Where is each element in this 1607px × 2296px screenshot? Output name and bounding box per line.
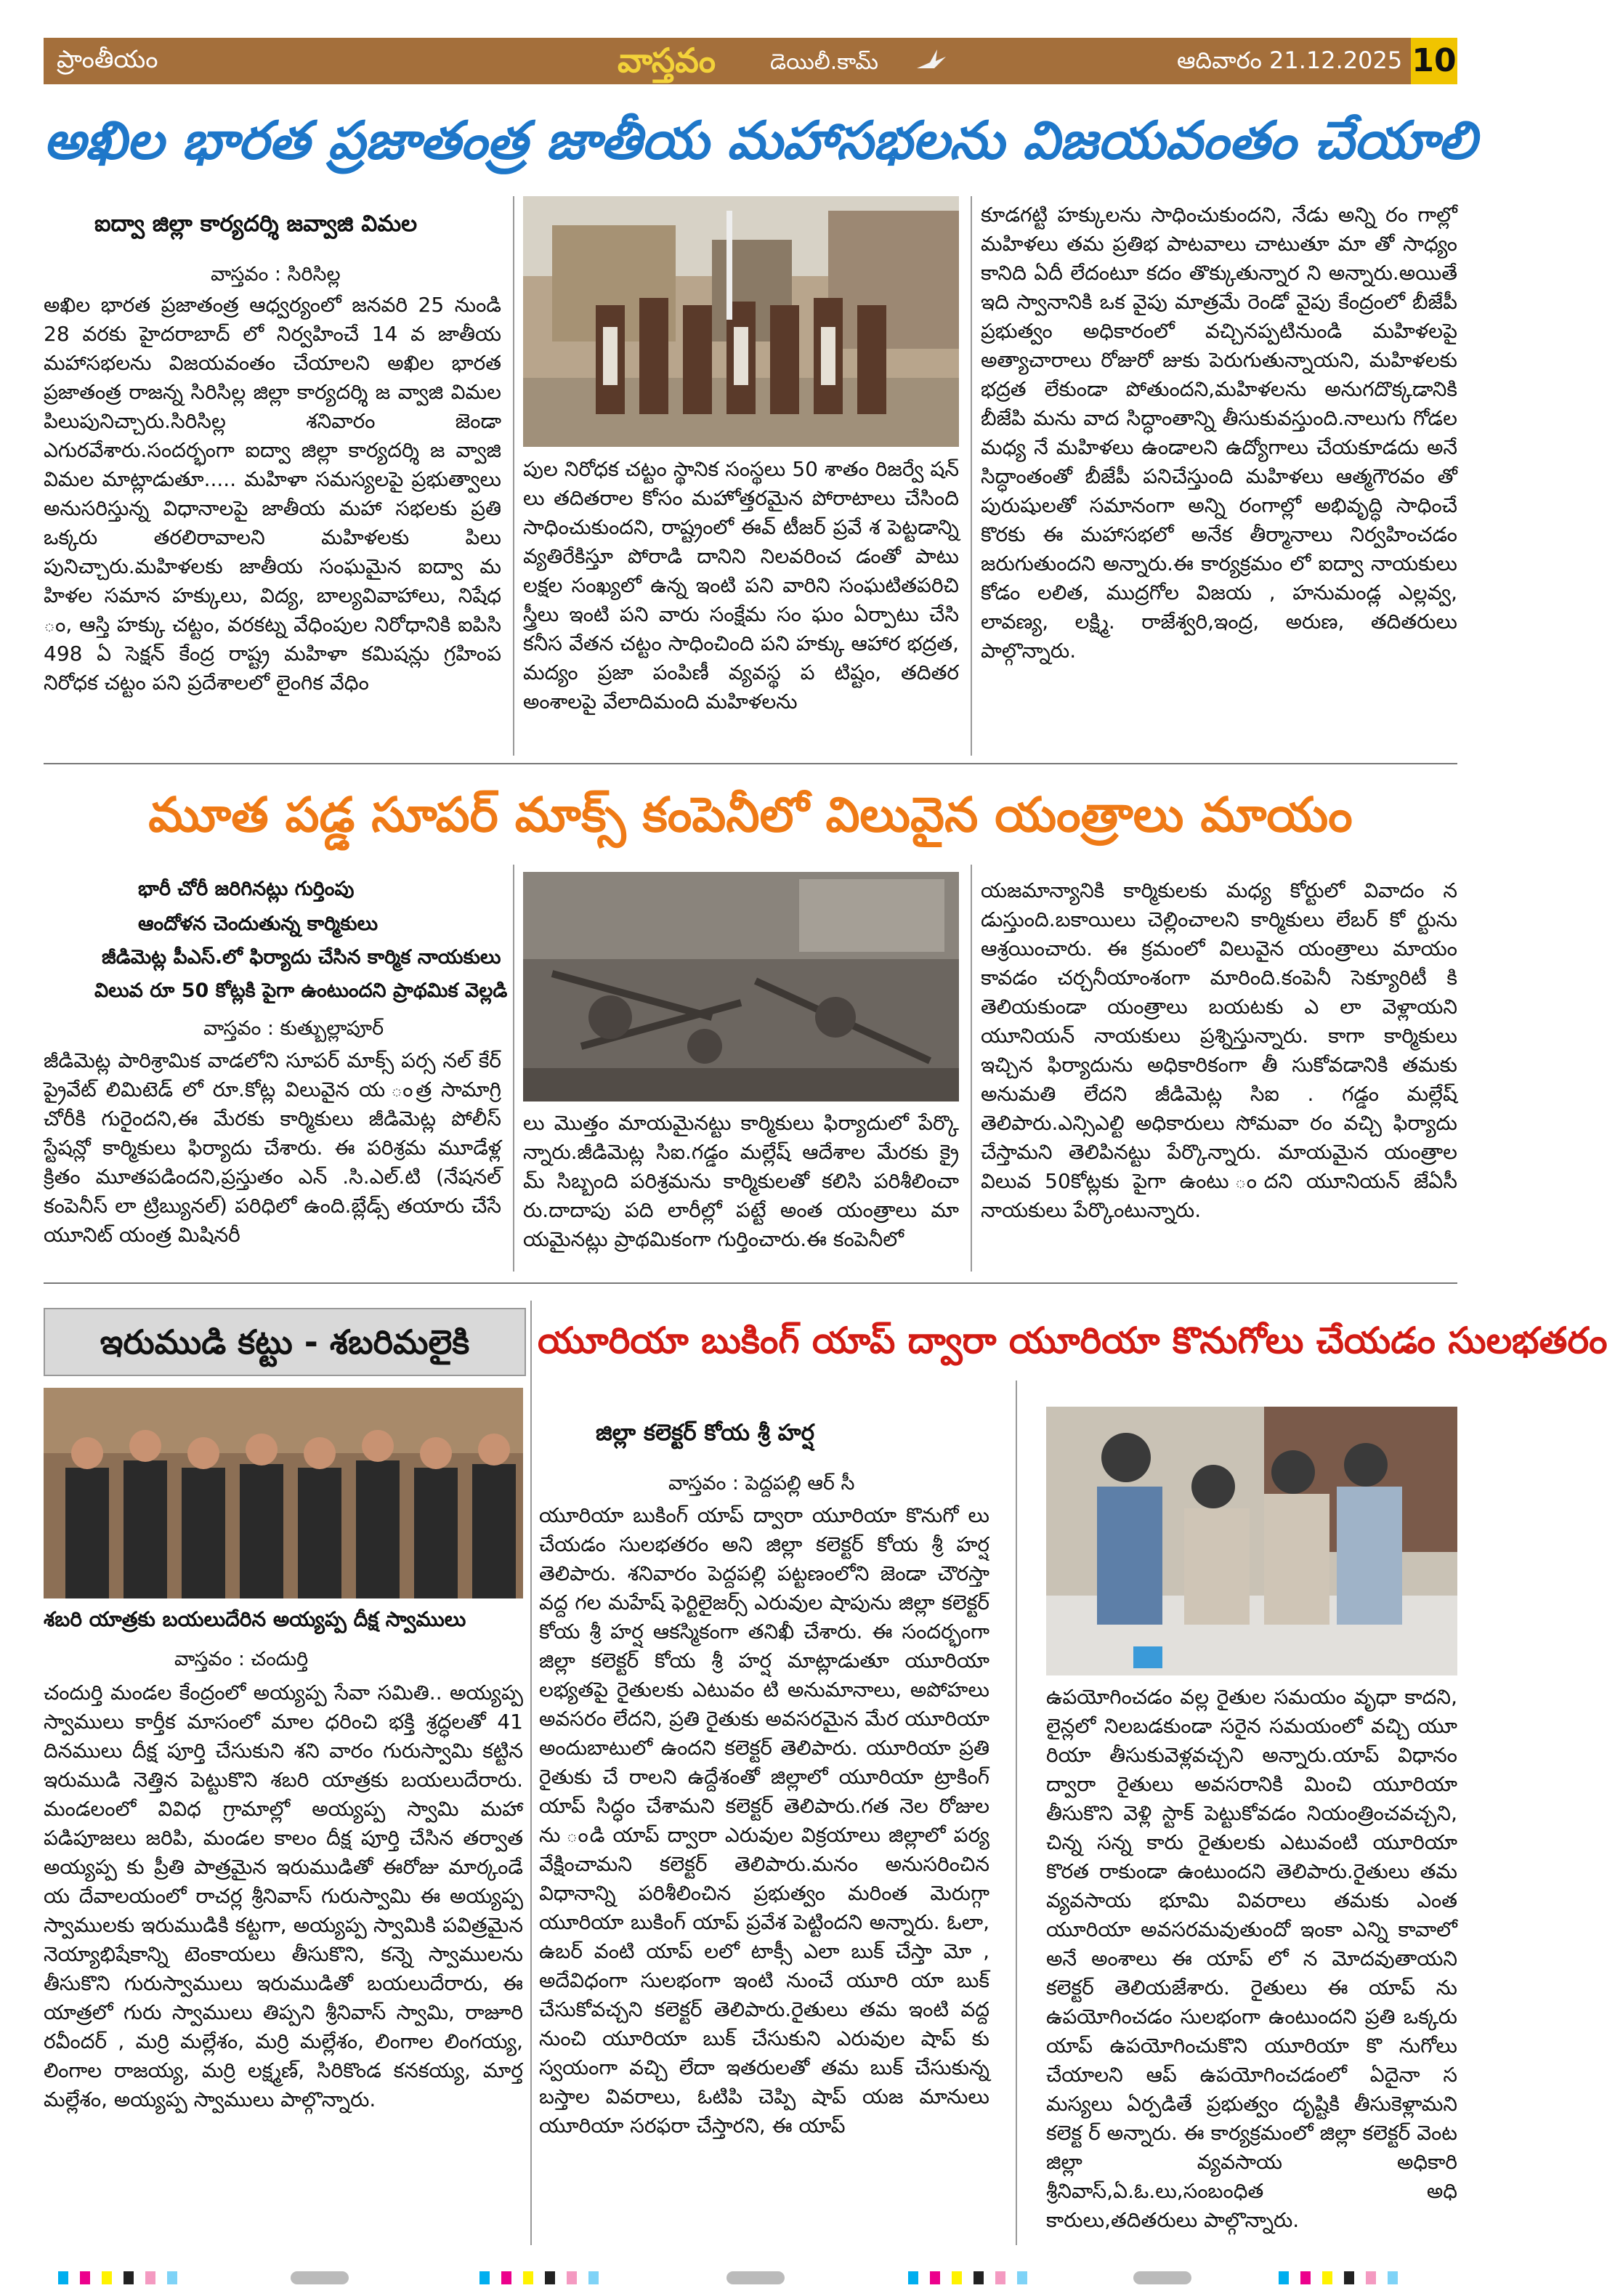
story2-headline: మూత పడ్డ సూపర్ మాక్స్ కంపెనీలో విలువైన యంత్రాలు మాయం [148, 787, 1353, 843]
column-divider [1016, 1381, 1017, 2245]
page-header [44, 38, 1457, 84]
story4-column-1: యూరియా బుకింగ్ యాప్ ద్వారా యూరియా కొనుగో లు చేయడం సులభతరం అని జిల్లా కలెక్టర్ కోయ శ్రీ హర్ష తెలిపారు. శనివారం పెద్దపల్లి పట్టణంలోని జెండా చౌరస్తా వద్ద గల మహేష్ ఫెర్టిలైజర్స్ ఎరువుల షాపును జిల్లా కలెక్టర్ కోయ శ్రీ హర్ష ఆకస్మికంగా తనిఖీ చేశారు. ఈ సందర్భంగా జిల్లా కలెక్టర్ కోయ శ్రీ హర్ష మాట్లాడుతూ యూరియా లభ్యతపై రైతులకు ఎటువం టి అనుమానాలు, అపోహలు అవసరం లేదని, ప్రతి రైతుకు అవసరమైన మేర యూరియా అందుబాటులో ఉందని కలెక్టర్ తెలిపారు. యూరియా ప్రతి రైతుకు చే రాలని ఉద్దేశంతో జిల్లాలో యూరియా ట్రాకింగ్ యాప్ సిద్ధం చేశామని కలెక్టర్ తెలిపారు.గత నెల రోజుల ను ండి యాప్ ద్వారా ఎరువుల విక్రయాలు జిల్లాలో పర్య వేక్షించామని కలెక్టర్ తెలిపారు.మనం అనుసరించిన విధానాన్ని పరిశీలించిన ప్రభుత్వం మరింత మెరుగ్గా యూరియా బుకింగ్ యాప్ ప్రవేశ పెట్టిందని అన్నారు. ఓలా, ఉబర్ వంటి యాప్ లలో టాక్సీ ఎలా బుక్ చేస్తా మో , అదేవిధంగా సులభంగా ఇంటి నుంచే యూరి యా బుక్ చేసుకోవచ్చని కలెక్టర్ తెలిపారు.రైతులు తమ ఇంటి వద్ద నుంచి యూరియా బుక్ చేసుకుని ఎరువుల షాప్ కు స్వయంగా వచ్చి లేదా ఇతరులతో తమ బుక్ చేసుకున్న బస్తాల వివరాలు, ఓటిపి చెప్పి షాప్ యజ మానులు యూరియా సరఫరా చేస్తారని, ఈ యాప్ [539, 1503, 989, 2138]
story3-headline: ఇరుముడి కట్టు - శబరిమలైకి [100, 1322, 470, 1362]
story4-headline: యూరియా బుకింగ్ యాప్ ద్వారా యూరియా కొనుగోలు చేయడం సులభతరం [538, 1319, 1607, 1362]
story1-column-1: అఖిల భారత ప్రజాతంత్ర ఆధ్వర్యంలో జనవరి 25 నుండి 28 వరకు హైదరాబాద్ లో నిర్వహించే 14 వ జాతీయ మహాసభలను విజయవంతం చేయాలని అఖిల భారత ప్రజాతంత్ర రాజన్న సిరిసిల్ల జిల్లా కార్యదర్శి జ వ్వాజి విమల పిలుపునిచ్చారు.సిరిసిల్ల శనివారం జెండా ఎగురవేశారు.సందర్భంగా ఐద్వా జిల్లా కార్యదర్శి జ వ్వాజి విమల మాట్లాడుతూ..... మహిళా సమస్యలపై ప్రభుత్వాలు అనుసరిస్తున్న విధానాలపై జాతీయ మహా సభలకు ప్రతి ఒక్కరు తరలిరావాలని మహిళలకు పిలు పునిచ్చారు.మహిళలకు జాతీయ సంఘమైన ఐద్వా మ హిళల సమాన హక్కులు, విద్య, బాల్యవివాహాలు, నిషేధ ం, ఆస్తి హక్కు చట్టం, వరకట్న వేధింపుల నిరోధానికి ఐపిసి 498 ఏ సెక్షన్ కేంద్ర రాష్ట్ర మహిళా కమిషన్లు గ్రహింప నిరోధక చట్టం పని ప్రదేశాలలో లైంగిక వేధిం [44, 293, 501, 695]
story2-subhead-3: జీడిమెట్ల పీఎస్.లో ఫిర్యాదు చేసిన కార్మిక నాయకులు [102, 946, 501, 969]
story4-column-2: ఉపయోగించడం వల్ల రైతుల సమయం వృధా కాదని, లైన్లలో నిలబడకుండా సరైన సమయంలో వచ్చి యూ రియా తీసుకువెళ్లవచ్చని అన్నారు.యాప్ విధానం ద్వారా రైతులు అవసరానికి మించి యూరియా తీసుకొని వెళ్లి స్టాక్ పెట్టుకోవడం నియంత్రించవచ్చని, చిన్న సన్న కారు రైతులకు ఎటువంటి యూరియా కొరత రాకుండా ఉంటుందని తెలిపారు.రైతులు తమ వ్యవసాయ భూమి వివరాలు తమకు ఎంత యూరియా అవసరమవుతుందో ఇంకా ఎన్ని కావాలో అనే అంశాలు ఈ యాప్ లో న మోదవుతాయని కలెక్టర్ తెలియజేశారు. రైతులు ఈ యాప్ ను ఉపయోగించడం సులభంగా ఉంటుందని ప్రతి ఒక్కరు యాప్ ఉపయోగించుకొని యూరియా కొ నుగోలు చేయాలని ఆప్ ఉపయోగించడంలో ఏదైనా స మస్యలు ఏర్పడితే ప్రభుత్వం దృష్టికి తీసుకెళ్లామని కలెక్ట ర్ అన్నారు. ఈ కార్యక్రమంలో జిల్లా కలెక్టర్ వెంట జిల్లా వ్యవసాయ అధికారి శ్రీనివాస్,ఏ.ఓ.లు,సంబంధిత అధి కారులు,తదితరులు పాల్గొన్నారు. [1046, 1685, 1457, 2232]
story1-column-3: కూడగట్టి హక్కులను సాధించుకుందని, నేడు అన్ని రం గాల్లో మహిళలు తమ ప్రతిభ పాటవాలు చాటుతూ మా తో సాధ్యం కానిది ఏదీ లేదంటూ కదం తొక్కుతున్నార ని అన్నారు.అయితే ఇది స్వానానికి ఒక వైపు మాత్రమే రెండో వైపు కేంద్రంలో బీజేపీ ప్రభుత్వం అధికారంలో వచ్చినప్పటినుండి మహిళలపై అత్యాచారాలు రోజురో జుకు పెరుగుతున్నాయని, మహిళలకు భద్రత లేకుండా పోతుందని,మహిళలను అనుగదొక్కడానికి బీజేపి మను వాద సిద్ధాంతాన్ని తీసుకువస్తుంది.నాలుగు గోడల మధ్య నే మహిళలు ఉండాలని ఉద్యోగాలు చేయకూడదు అనే సిద్ధాంతంతో బీజేపీ పనిచేస్తుంది మహిళలు ఆత్మగౌరవం తో పురుషులతో సమానంగా అన్ని రంగాల్లో అభివృద్ధి సాధించే కొరకు ఈ మహాసభలో అనేక తీర్మానాలు నిర్వహించడం జరుగుతుందని అన్నారు.ఈ కార్యక్రమం లో ఐద్వా నాయకులు కోడం లలిత, ముద్రగోల విజయ , హనుమండ్ల ఎల్లవ్వ, లావణ్య, లక్ష్మి. రాజేశ్వరి,ఇంద్ర, అరుణ, తదితరులు పాల్గొన్నారు. [981, 203, 1457, 663]
section-divider [44, 1282, 1457, 1284]
story2-subhead-4: విలువ రూ 50 కోట్లకి పైగా ఉంటుందని ప్రాథమిక వెల్లడి [94, 979, 508, 1002]
story2-dateline: వాస్తవం : కుత్బుల్లాపూర్ [203, 1017, 384, 1040]
print-color-bar [0, 2258, 1502, 2296]
story3-dateline: వాస్తవం : చందుర్తి [174, 1648, 309, 1670]
bird-icon [915, 47, 947, 78]
column-divider [513, 196, 514, 756]
story1-column-2: పుల నిరోధక చట్టం స్థానిక సంస్థలు 50 శాతం రిజర్వే షన్ లు తదితరాల కోసం మహోత్తరమైన పోరాటాలు చేసింది సాధించుకుందని, రాష్ట్రంలో ఈవ్ టీజర్ ప్రవే శ పెట్టడాన్ని వ్యతిరేకిస్తూ పోరాడి దానిని నిలవరించ డంతో పాటు లక్షల సంఖ్యలో ఉన్న ఇంటి పని వారిని సంఘటితపరిచి స్త్రీలు ఇంటి పని వారు సంక్షేమ సం ఘం ఏర్పాటు చేసి కనీస వేతన చట్టం సాధించింది పని హక్కు ఆహార భద్రత, మద్యం ప్రజా పంపిణీ వ్యవస్థ ప టిష్టం, తదితర అంశాలపై వేలాదిమంది మహిళలను [523, 457, 959, 714]
page-number: 10 [1411, 38, 1457, 84]
column-divider [530, 1301, 532, 2245]
story4-dateline: వాస్తవం : పెద్దపల్లి ఆర్ సీ [668, 1472, 855, 1495]
story3-photo [44, 1388, 523, 1598]
story1-headline: అఖిల భారత ప్రజాతంత్ర జాతీయ మహాసభలను విజయవంతం చేయాలి [44, 110, 1477, 171]
story3-caption: శబరి యాత్రకు బయలుదేరిన అయ్యప్ప దీక్ష స్వాములు [44, 1607, 466, 1631]
story3-headline-box [44, 1308, 526, 1376]
story1-dateline: వాస్తవం : సిరిసిల్ల [211, 263, 341, 286]
site-name: డెయిలీ.కామ్ [770, 49, 878, 75]
section-label: ప్రాంతీయం [57, 45, 158, 74]
newspaper-logo: వాస్తవం [618, 41, 716, 80]
column-divider [971, 865, 972, 1272]
story2-photo [523, 872, 959, 1101]
issue-date: ఆదివారం 21.12.2025 [1177, 47, 1403, 74]
story1-photo [523, 196, 959, 447]
story2-column-1: జీడిమెట్ల పారిశ్రామిక వాడలోని సూపర్ మాక్స్ పర్స నల్ కేర్ ప్రైవేట్ లిమిటెడ్ లో రూ.కోట్ల విలువైన య ంత్ర సామాగ్రి చోరీకి గురైందని,ఈ మేరకు కార్మికులు జీడిమెట్ల పోలీస్ స్టేషన్లో కార్మికులు ఫిర్యాదు చేశారు. ఈ పరిశ్రమ మూడేళ్ల క్రితం మూతపడిందని,ప్రస్తుతం ఎన్ .సి.ఎల్.టి (నేషనల్ కంపెనీస్ లా ట్రిబ్యునల్) పరిధిలో ఉంది.బ్లేడ్స్ తయారు చేసే యూనిట్ యంత్ర మిషినరీ [44, 1048, 501, 1247]
story2-subhead-1: భారీ చోరీ జరిగినట్లు గుర్తింపు [138, 878, 355, 900]
story2-column-3: యజమాన్యానికి కార్మికులకు మధ్య కోర్టులో వివాదం న డుస్తుంది.బకాయిలు చెల్లించాలని కార్మికులు లేబర్ కో ర్టును ఆశ్రయించారు. ఈ క్రమంలో విలువైన యంత్రాలు మాయం కావడం చర్చనీయాంశంగా మారింది.కంపెనీ సెక్యూరిటీ కి తెలియకుండా యంత్రాలు బయటకు ఎ లా వెళ్లాయని యూనియన్ నాయకులు ప్రశ్నిస్తున్నారు. కాగా కార్మికులు ఇచ్చిన ఫిర్యాదును అధికారికంగా తీ సుకోవడానికి తమకు అనుమతి లేదని జీడిమెట్ల సిఐ . గడ్డం మల్లేష్ తెలిపారు.ఎన్సిఎల్టి అధికారులు సోమవా రం వచ్చి ఫిర్యాదు చేస్తామని తెలిపినట్టు పేర్కొన్నారు. మాయమైన యంత్రాల విలువ 50కోట్లకు పైగా ఉంటు ందని యూనియన్ జేఏసీ నాయకులు పేర్కొంటున్నారు. [981, 878, 1457, 1222]
column-divider [971, 196, 972, 756]
story4-byline: జిల్లా కలెక్టర్ కోయ శ్రీ హర్ష [596, 1420, 815, 1446]
section-divider [44, 763, 1457, 764]
story2-column-2: లు మొత్తం మాయమైనట్టు కార్మికులు ఫిర్యాదులో పేర్కొ న్నారు.జీడిమెట్ల సిఐ.గడ్డం మల్లేష్ ఆదేశాల మేరకు క్రై మ్ సిబ్బంది పరిశ్రమను కార్మికులతో కలిసి పరిశీలించా రు.దాదాపు పది లారీల్లో పట్టే అంత యంత్రాలు మా యమైనట్లు ప్రాథమికంగా గుర్తించారు.ఈ కంపెనీలో [523, 1111, 959, 1251]
story3-body: చందుర్తి మండల కేంద్రంలో అయ్యప్ప సేవా సమితి.. అయ్యప్ప స్వాములు కార్తీక మాసంలో మాల ధరించి భక్తి శ్రద్ధలతో 41 దినములు దీక్ష పూర్తి చేసుకుని శని వారం గురుస్వామి కట్టిన ఇరుముడి నెత్తిన పెట్టుకొని శబరి యాత్రకు బయలుదేరారు. మండలంలో వివిధ గ్రామాల్లో అయ్యప్ప స్వామి మహా పడిపూజలు జరిపి, మండల కాలం దీక్ష పూర్తి చేసిన తర్వాత అయ్యప్ప కు ప్రీతి పాత్రమైన ఇరుముడితో ఈరోజు మార్కండే య దేవాలయంలో రాచర్ల శ్రీనివాస్ గురుస్వామి ఈ అయ్యప్ప స్వాములకు ఇరుముడికి కట్టగా, అయ్యప్ప స్వామికి పవిత్రమైన నెయ్యాభిషేకాన్ని టెంకాయలు తీసుకొని, కన్నె స్వాములను తీసుకొని గురుస్వాములు ఇరుముడితో బయలుదేరారు, ఈ యాత్రలో గురు స్వాములు తిప్పని శ్రీనివాస్ స్వామి, రాజూరి రవీందర్ , మర్రి మల్లేశం, మర్రి మల్లేశం, లింగాల లింగయ్య, లింగాల రాజయ్య, మర్రి లక్ష్మణ్, సిరికొండ కనకయ్య, మార్త మల్లేశం, అయ్యప్ప స్వాములు పాల్గొన్నారు. [44, 1681, 523, 2111]
story1-byline: ఐద్వా జిల్లా కార్యదర్శి జవ్వాజి విమల [94, 211, 418, 237]
column-divider [513, 865, 514, 1272]
story2-subhead-2: ఆందోళన చెందుతున్న కార్మికులు [138, 913, 379, 935]
story4-photo [1046, 1407, 1457, 1675]
